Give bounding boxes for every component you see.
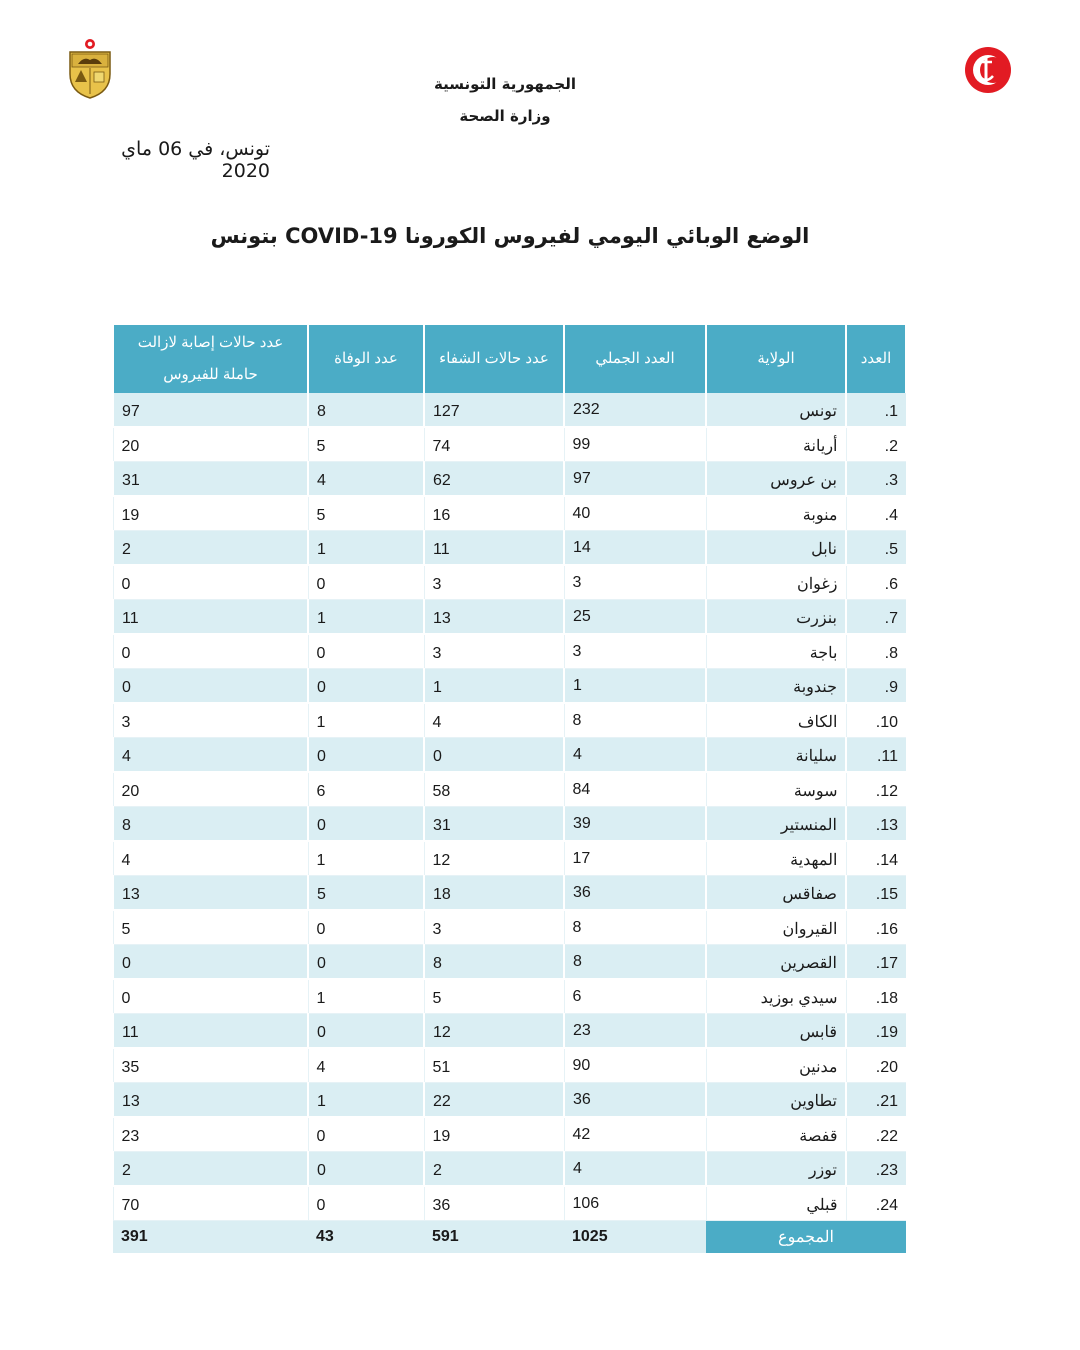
row-recovered: 4 [424,703,564,738]
row-total: 1 [564,669,706,704]
red-crescent-logo [964,46,1012,94]
header-deaths: عدد الوفاة [308,325,424,393]
row-deaths: 6 [308,772,424,807]
row-total: 6 [564,979,706,1014]
row-total: 3 [564,634,706,669]
row-recovered: 58 [424,772,564,807]
table-row [113,600,906,635]
table-row [113,1117,906,1152]
row-total: 4 [564,1152,706,1187]
row-recovered: 74 [424,427,564,462]
row-recovered: 3 [424,565,564,600]
row-governorate: تونس [706,393,846,427]
row-deaths: 5 [308,427,424,462]
row-recovered: 5 [424,979,564,1014]
table-body [113,393,906,1221]
row-governorate: بن عروس [706,462,846,497]
row-carriers: 0 [113,565,308,600]
table-row [113,910,906,945]
row-deaths: 0 [308,669,424,704]
header-governorate: الولاية [706,325,846,393]
row-carriers: 8 [113,807,308,842]
row-recovered: 1 [424,669,564,704]
table-row [113,634,906,669]
row-total: 232 [564,393,706,427]
row-total: 99 [564,427,706,462]
row-index: 5. [846,531,906,566]
row-governorate: المنستير [706,807,846,842]
row-total: 17 [564,841,706,876]
table-row [113,703,906,738]
row-recovered: 62 [424,462,564,497]
date-line: تونس، في 06 ماي 2020 [121,138,270,182]
row-carriers: 11 [113,600,308,635]
row-deaths: 0 [308,634,424,669]
row-deaths: 4 [308,462,424,497]
covid-stats-table [112,325,907,1253]
row-index: 13. [846,807,906,842]
row-deaths: 0 [308,738,424,773]
row-deaths: 1 [308,531,424,566]
row-recovered: 3 [424,634,564,669]
table-row [113,1152,906,1187]
row-total: 3 [564,565,706,600]
table-row [113,945,906,980]
table-row [113,772,906,807]
row-deaths: 1 [308,979,424,1014]
table-row [113,1048,906,1083]
row-total: 40 [564,496,706,531]
row-governorate: الكاف [706,703,846,738]
row-recovered: 11 [424,531,564,566]
row-index: 15. [846,876,906,911]
totals-deaths: 43 [308,1221,424,1254]
table-row [113,738,906,773]
row-recovered: 3 [424,910,564,945]
page-title: الوضع الوبائي اليومي لفيروس الكورونا COVID-19 بتونس [210,224,810,248]
table-row [113,1186,906,1221]
row-governorate: باجة [706,634,846,669]
table-row [113,841,906,876]
table-row [113,807,906,842]
row-total: 25 [564,600,706,635]
coat-of-arms-emblem [66,38,114,100]
row-index: 2. [846,427,906,462]
row-deaths: 0 [308,807,424,842]
table-row [113,669,906,704]
row-recovered: 2 [424,1152,564,1187]
row-recovered: 12 [424,841,564,876]
row-carriers: 20 [113,427,308,462]
row-recovered: 8 [424,945,564,980]
table-row [113,876,906,911]
table-row [113,496,906,531]
table-row [113,531,906,566]
row-carriers: 0 [113,634,308,669]
row-governorate: القصرين [706,945,846,980]
row-carriers: 11 [113,1014,308,1049]
row-carriers: 97 [113,393,308,427]
row-index: 3. [846,462,906,497]
row-index: 11. [846,738,906,773]
row-index: 18. [846,979,906,1014]
row-index: 16. [846,910,906,945]
row-carriers: 0 [113,945,308,980]
row-index: 14. [846,841,906,876]
row-recovered: 12 [424,1014,564,1049]
row-deaths: 1 [308,1083,424,1118]
row-total: 23 [564,1014,706,1049]
row-deaths: 0 [308,945,424,980]
table-row [113,979,906,1014]
row-total: 36 [564,1083,706,1118]
row-index: 20. [846,1048,906,1083]
row-deaths: 1 [308,841,424,876]
table-row [113,1014,906,1049]
row-governorate: توزر [706,1152,846,1187]
row-carriers: 13 [113,1083,308,1118]
row-deaths: 5 [308,876,424,911]
table-row [113,565,906,600]
ministry-header [400,68,610,132]
row-total: 97 [564,462,706,497]
row-index: 12. [846,772,906,807]
totals-label: المجموع [706,1221,906,1254]
row-recovered: 22 [424,1083,564,1118]
row-index: 1. [846,393,906,427]
table-row [113,462,906,497]
row-carriers: 3 [113,703,308,738]
row-governorate: زغوان [706,565,846,600]
row-deaths: 0 [308,1117,424,1152]
row-deaths: 1 [308,600,424,635]
row-deaths: 5 [308,496,424,531]
row-deaths: 0 [308,565,424,600]
table-row [113,427,906,462]
row-deaths: 4 [308,1048,424,1083]
republic-label: الجمهورية التونسية [434,75,576,93]
row-carriers: 2 [113,531,308,566]
row-carriers: 35 [113,1048,308,1083]
row-total: 84 [564,772,706,807]
row-index: 4. [846,496,906,531]
row-recovered: 51 [424,1048,564,1083]
row-index: 23. [846,1152,906,1187]
row-governorate: قبلي [706,1186,846,1221]
row-governorate: سوسة [706,772,846,807]
table-row [113,393,906,427]
row-index: 9. [846,669,906,704]
table-header-row [113,325,906,393]
row-deaths: 1 [308,703,424,738]
row-total: 4 [564,738,706,773]
row-deaths: 0 [308,1152,424,1187]
header-carriers: عدد حالات إصابة لازالت حاملة للفيروس [113,325,308,393]
header-total: العدد الجملي [564,325,706,393]
row-total: 36 [564,876,706,911]
row-total: 90 [564,1048,706,1083]
table-row [113,1083,906,1118]
row-total: 8 [564,945,706,980]
row-recovered: 36 [424,1186,564,1221]
row-index: 6. [846,565,906,600]
row-index: 10. [846,703,906,738]
row-index: 24. [846,1186,906,1221]
row-carriers: 4 [113,841,308,876]
row-recovered: 18 [424,876,564,911]
row-index: 8. [846,634,906,669]
row-governorate: مدنين [706,1048,846,1083]
row-governorate: نابل [706,531,846,566]
row-carriers: 0 [113,669,308,704]
row-carriers: 2 [113,1152,308,1187]
row-carriers: 70 [113,1186,308,1221]
row-recovered: 16 [424,496,564,531]
row-recovered: 0 [424,738,564,773]
totals-recovered: 591 [424,1221,564,1254]
row-governorate: جندوبة [706,669,846,704]
row-carriers: 19 [113,496,308,531]
row-governorate: تطاوين [706,1083,846,1118]
row-total: 8 [564,910,706,945]
ministry-label: وزارة الصحة [459,107,551,125]
row-governorate: أريانة [706,427,846,462]
row-index: 21. [846,1083,906,1118]
totals-total: 1025 [564,1221,706,1254]
row-governorate: منوبة [706,496,846,531]
row-deaths: 8 [308,393,424,427]
row-carriers: 23 [113,1117,308,1152]
row-index: 22. [846,1117,906,1152]
row-carriers: 4 [113,738,308,773]
row-recovered: 127 [424,393,564,427]
row-total: 14 [564,531,706,566]
row-total: 39 [564,807,706,842]
row-total: 42 [564,1117,706,1152]
row-recovered: 19 [424,1117,564,1152]
row-deaths: 0 [308,910,424,945]
row-governorate: سيدي بوزيد [706,979,846,1014]
row-total: 106 [564,1186,706,1221]
totals-carriers: 391 [113,1221,308,1254]
header-recovered: عدد حالات الشفاء [424,325,564,393]
totals-row [113,1221,906,1254]
row-deaths: 0 [308,1014,424,1049]
row-recovered: 31 [424,807,564,842]
row-deaths: 0 [308,1186,424,1221]
row-index: 7. [846,600,906,635]
row-carriers: 20 [113,772,308,807]
row-governorate: المهدية [706,841,846,876]
row-recovered: 13 [424,600,564,635]
row-governorate: صفاقس [706,876,846,911]
row-carriers: 0 [113,979,308,1014]
row-carriers: 13 [113,876,308,911]
row-governorate: قفصة [706,1117,846,1152]
row-total: 8 [564,703,706,738]
header-index: العدد [846,325,906,393]
row-carriers: 31 [113,462,308,497]
row-governorate: بنزرت [706,600,846,635]
row-index: 19. [846,1014,906,1049]
row-governorate: قابس [706,1014,846,1049]
row-governorate: القيروان [706,910,846,945]
row-carriers: 5 [113,910,308,945]
row-governorate: سليانة [706,738,846,773]
row-index: 17. [846,945,906,980]
